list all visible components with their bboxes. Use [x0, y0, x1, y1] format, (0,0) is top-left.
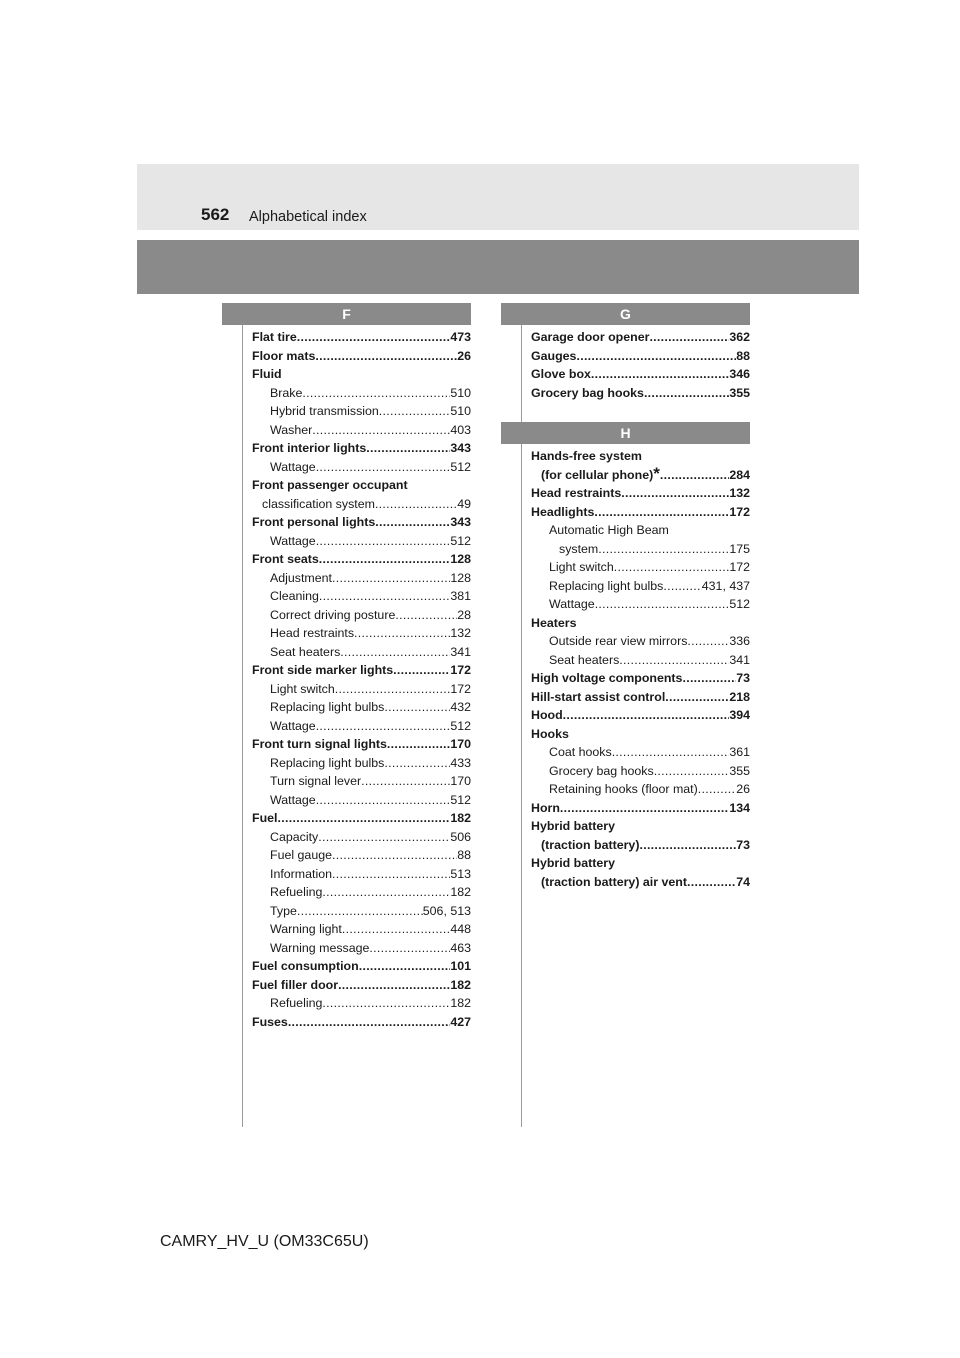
index-entry-page: 88 — [457, 848, 471, 862]
index-entry-page: 403 — [450, 422, 471, 437]
index-entry-label: Light switch — [270, 681, 335, 696]
dot-leader — [654, 762, 730, 781]
dot-leader — [375, 513, 450, 532]
index-entry-page: 182 — [450, 811, 471, 825]
index-entry-label: Heaters — [531, 615, 577, 630]
dot-leader — [369, 939, 450, 958]
index-entry — [252, 476, 471, 495]
index-entry-label: Front interior lights — [252, 441, 367, 455]
index-entry-label: Grocery bag hooks — [549, 763, 654, 778]
index-entry — [531, 328, 750, 347]
dot-leader — [595, 595, 730, 614]
index-entry-page: 431, 437 — [701, 578, 750, 593]
index-entry-page: 362 — [729, 330, 750, 344]
index-entry — [252, 883, 471, 902]
index-entry-label: Hands-free system — [531, 449, 642, 463]
index-entry-label: Fuel filler door — [252, 977, 339, 992]
index-entry-page: 170 — [450, 737, 471, 751]
index-entry-page: 381 — [450, 589, 471, 603]
dot-leader — [315, 347, 457, 366]
index-entry-label: Coat hooks — [549, 745, 612, 759]
index-entry-page: 512 — [450, 792, 471, 807]
dot-leader — [322, 994, 450, 1013]
index-entry-label: Fluid — [252, 367, 282, 381]
dot-leader — [621, 484, 729, 503]
index-entry-page: 343 — [450, 515, 471, 529]
index-entry — [252, 902, 471, 921]
index-entry-label: Capacity — [270, 829, 319, 844]
index-column-g — [531, 328, 750, 402]
dot-leader — [319, 550, 451, 569]
index-entry-label: Gauges — [531, 348, 577, 363]
index-entry-label: Headlights — [531, 504, 595, 519]
index-entry-page: 101 — [450, 959, 471, 973]
index-column-h — [531, 447, 750, 891]
index-entry-label: Wattage — [270, 792, 316, 807]
index-entry-label: classification system — [262, 496, 375, 511]
index-entry-label: Wattage — [270, 459, 316, 474]
index-entry — [252, 458, 471, 477]
index-entry-page: 506, 513 — [422, 903, 471, 918]
index-entry-label: Fuel — [252, 811, 278, 825]
index-entry — [531, 706, 750, 725]
dot-leader — [332, 569, 450, 588]
index-entry-label: Front seats — [252, 552, 319, 566]
section-title: Alphabetical index — [249, 209, 367, 225]
index-entry — [531, 347, 750, 366]
index-entry — [531, 632, 750, 651]
index-entry-label: Type — [270, 903, 297, 918]
index-entry-page: 74 — [736, 874, 750, 889]
index-entry-label: Grocery bag hooks — [531, 385, 644, 400]
index-entry — [531, 651, 750, 670]
index-entry-label: Replacing light bulbs — [549, 578, 664, 593]
index-entry-label: Automatic High Beam — [549, 523, 669, 537]
index-entry-label: Wattage — [549, 597, 595, 611]
index-entry-label: Retaining hooks (floor mat) — [549, 782, 698, 796]
dot-leader — [576, 347, 736, 366]
index-entry-page: 510 — [450, 385, 471, 400]
index-entry — [252, 495, 471, 514]
index-entry-label: Outside rear view mirrors — [549, 634, 688, 648]
index-entry-page: 361 — [729, 745, 750, 759]
index-entry-label: Fuses — [252, 1014, 288, 1029]
letter-heading-f: F — [222, 303, 471, 325]
index-entry-page: 355 — [729, 763, 750, 778]
index-entry-label: (traction battery) — [541, 837, 640, 852]
dot-leader — [316, 717, 451, 736]
dot-leader — [687, 632, 729, 651]
index-entry — [531, 725, 750, 744]
index-entry — [252, 513, 471, 532]
index-entry — [252, 698, 471, 717]
index-entry-label: Flat tire — [252, 330, 297, 344]
index-entry-label: Replacing light bulbs — [270, 700, 385, 714]
index-entry-label: Horn — [531, 800, 560, 815]
index-entry — [252, 957, 471, 976]
dot-leader — [560, 799, 729, 818]
index-entry — [252, 846, 471, 865]
index-entry-page: 512 — [450, 533, 471, 548]
page-number: 562 — [201, 205, 230, 224]
index-entry-label: Washer — [270, 422, 313, 437]
index-entry-page: 182 — [450, 977, 471, 992]
dot-leader — [316, 458, 451, 477]
index-entry-page: 513 — [450, 866, 471, 881]
index-entry-page: 128 — [450, 552, 471, 566]
index-entry — [252, 754, 471, 773]
index-entry-label: Seat heaters — [270, 644, 341, 659]
index-entry — [531, 540, 750, 559]
index-entry-label: Glove box — [531, 367, 591, 381]
index-entry-page: 26 — [457, 348, 471, 363]
dot-leader — [277, 809, 450, 828]
index-entry-page: 394 — [729, 708, 750, 722]
index-entry — [531, 817, 750, 836]
index-entry-label: Hybrid battery — [531, 856, 615, 870]
dot-leader — [619, 651, 729, 670]
dot-leader — [319, 587, 450, 606]
dot-leader — [563, 706, 730, 725]
index-entry-page: 473 — [450, 330, 471, 344]
index-entry — [252, 365, 471, 384]
index-entry-page: 341 — [729, 652, 750, 667]
index-entry-page: 128 — [450, 570, 471, 585]
dot-leader — [316, 532, 451, 551]
index-entry-label: Seat heaters — [549, 652, 620, 667]
index-entry-page: 172 — [450, 663, 471, 677]
dot-leader — [384, 698, 450, 717]
dot-leader — [302, 384, 450, 403]
index-entry-label: Hood — [531, 708, 563, 722]
index-entry — [252, 439, 471, 458]
index-entry-page: 433 — [450, 755, 471, 770]
index-entry-label: Light switch — [549, 560, 614, 574]
index-entry — [531, 503, 750, 522]
index-entry-page: 512 — [450, 459, 471, 474]
index-entry — [531, 447, 750, 466]
index-entry — [531, 595, 750, 614]
dot-leader — [682, 669, 736, 688]
index-entry — [252, 717, 471, 736]
index-entry — [531, 688, 750, 707]
index-entry — [252, 939, 471, 958]
dot-leader — [340, 643, 450, 662]
index-entry-label: Warning light — [270, 922, 342, 936]
index-entry — [252, 661, 471, 680]
index-entry — [252, 347, 471, 366]
index-entry-label: Refueling — [270, 885, 323, 899]
dot-leader — [644, 384, 729, 403]
column-divider-left — [242, 303, 243, 1127]
index-entry — [531, 799, 750, 818]
dot-leader — [297, 902, 423, 921]
index-entry-page: 175 — [729, 541, 750, 556]
header-band — [137, 240, 859, 294]
index-entry-label: system — [559, 541, 599, 556]
dot-leader — [316, 791, 451, 810]
index-entry-label: Floor mats — [252, 348, 316, 363]
index-entry-page: 88 — [736, 348, 750, 363]
dot-leader — [332, 865, 450, 884]
dot-leader — [354, 624, 450, 643]
index-entry — [252, 328, 471, 347]
index-entry-page: 172 — [450, 681, 471, 696]
index-entry — [252, 402, 471, 421]
dot-leader — [332, 846, 457, 865]
index-entry-label: Hill-start assist control — [531, 689, 666, 704]
index-entry-label: Wattage — [270, 718, 316, 733]
index-entry-page: 284 — [729, 467, 750, 482]
index-entry — [252, 550, 471, 569]
index-entry-label: Adjustment — [270, 570, 332, 585]
dot-leader — [687, 873, 736, 892]
index-entry — [252, 569, 471, 588]
index-entry-page: 463 — [450, 940, 471, 955]
index-entry-page: 28 — [457, 607, 471, 622]
index-entry-page: 510 — [450, 404, 471, 418]
index-entry — [252, 994, 471, 1013]
index-column-f — [252, 328, 471, 1031]
index-entry-label: Fuel consumption — [252, 959, 359, 973]
index-entry — [252, 772, 471, 791]
dot-leader — [335, 680, 451, 699]
index-entry-label: Hooks — [531, 726, 569, 741]
index-entry-page: 512 — [729, 597, 750, 611]
dot-leader — [375, 495, 457, 514]
index-entry-label: Warning message — [270, 940, 370, 955]
index-entry — [531, 384, 750, 403]
dot-leader — [312, 421, 450, 440]
index-entry — [252, 680, 471, 699]
dot-leader — [598, 540, 729, 559]
index-entry — [252, 624, 471, 643]
dot-leader — [361, 772, 450, 791]
index-entry-page: 132 — [450, 626, 471, 640]
index-entry-page: 448 — [450, 922, 471, 936]
index-entry-page: 512 — [450, 718, 471, 733]
index-entry — [252, 606, 471, 625]
dot-leader — [338, 976, 450, 995]
index-entry-page: 182 — [450, 996, 471, 1010]
dot-leader — [660, 466, 729, 485]
index-entry-page: 506 — [450, 829, 471, 844]
dot-leader — [297, 328, 451, 347]
index-entry-page: 343 — [450, 441, 471, 455]
index-entry-label: High voltage components — [531, 671, 683, 685]
dot-leader — [665, 688, 729, 707]
index-entry — [252, 791, 471, 810]
header-bar — [137, 164, 859, 230]
index-entry — [252, 809, 471, 828]
index-entry-label: Head restraints — [531, 486, 622, 500]
index-entry-label: Front passenger occupant — [252, 478, 408, 492]
index-entry-label: Hybrid battery — [531, 819, 615, 833]
index-entry-page: 49 — [457, 496, 471, 511]
index-entry — [531, 780, 750, 799]
index-entry — [252, 1013, 471, 1032]
dot-leader — [594, 503, 729, 522]
index-entry — [252, 587, 471, 606]
dot-leader — [649, 328, 729, 347]
index-entry-page: 26 — [736, 782, 750, 796]
index-entry-page: 182 — [450, 885, 471, 899]
index-entry-label: Replacing light bulbs — [270, 755, 385, 770]
index-entry-page: 346 — [729, 367, 750, 381]
index-entry-label: Turn signal lever — [270, 774, 362, 788]
index-entry-page: 132 — [729, 486, 750, 500]
letter-heading-h: H — [501, 422, 750, 444]
dot-leader — [288, 1013, 451, 1032]
dot-leader — [639, 836, 736, 855]
index-entry-page: 73 — [736, 837, 750, 852]
letter-heading-g: G — [501, 303, 750, 325]
dot-leader — [384, 754, 450, 773]
index-entry-page: 341 — [450, 644, 471, 659]
index-entry — [252, 976, 471, 995]
index-entry — [531, 577, 750, 596]
dot-leader — [591, 365, 729, 384]
index-entry — [252, 920, 471, 939]
index-entry-page: 427 — [450, 1014, 471, 1029]
index-entry-page: 172 — [729, 504, 750, 519]
index-entry-page: 73 — [736, 671, 750, 685]
dot-leader — [663, 577, 701, 596]
index-entry — [531, 836, 750, 855]
index-entry-page: 134 — [729, 800, 750, 815]
index-entry — [252, 532, 471, 551]
index-entry — [531, 558, 750, 577]
index-entry-label: Wattage — [270, 533, 316, 548]
dot-leader — [395, 606, 457, 625]
index-entry — [531, 873, 750, 892]
index-entry-label: Front personal lights — [252, 515, 376, 529]
index-entry-page: 432 — [450, 700, 471, 714]
index-entry-label: Correct driving posture — [270, 607, 396, 622]
dot-leader — [366, 439, 450, 458]
index-entry-label: Hybrid transmission — [270, 404, 379, 418]
dot-leader — [359, 957, 451, 976]
index-entry — [531, 762, 750, 781]
dot-leader — [322, 883, 450, 902]
index-entry-label: (traction battery) air vent — [541, 874, 687, 889]
index-entry-label: Refueling — [270, 996, 323, 1010]
index-entry — [531, 614, 750, 633]
index-entry-page: 218 — [729, 689, 750, 704]
index-entry-page: 336 — [729, 634, 750, 648]
index-entry-label: Head restraints — [270, 626, 355, 640]
index-entry — [252, 421, 471, 440]
dot-leader — [379, 402, 451, 421]
index-entry — [531, 521, 750, 540]
index-entry — [252, 735, 471, 754]
dot-leader — [387, 735, 450, 754]
dot-leader — [318, 828, 450, 847]
index-entry — [531, 743, 750, 762]
index-entry — [531, 365, 750, 384]
dot-leader — [698, 780, 736, 799]
index-entry-page: 170 — [450, 774, 471, 788]
index-entry — [531, 484, 750, 503]
index-entry-label: (for cellular phone) — [541, 467, 654, 482]
index-entry — [531, 669, 750, 688]
dot-leader — [614, 558, 730, 577]
index-entry-label: Garage door opener — [531, 330, 650, 344]
index-entry — [252, 643, 471, 662]
index-entry: (for cellular phone) * ..... 284 — [531, 466, 750, 485]
dot-leader — [393, 661, 450, 680]
index-entry-label: Fuel gauge — [270, 848, 333, 862]
index-entry-page: 172 — [729, 560, 750, 574]
index-entry-label: Information — [270, 866, 332, 881]
dot-leader — [342, 920, 450, 939]
index-entry — [252, 828, 471, 847]
index-entry-page: 355 — [729, 385, 750, 400]
index-entry-label: Front turn signal lights — [252, 737, 387, 751]
index-entry-label: Cleaning — [270, 589, 319, 603]
index-entry — [252, 384, 471, 403]
footer-model-code: CAMRY_HV_U (OM33C65U) — [160, 1233, 369, 1250]
index-entry-label: Front side marker lights — [252, 663, 394, 677]
dot-leader — [612, 743, 730, 762]
index-entry — [252, 865, 471, 884]
index-entry-label: Brake — [270, 385, 303, 400]
index-entry — [531, 854, 750, 873]
